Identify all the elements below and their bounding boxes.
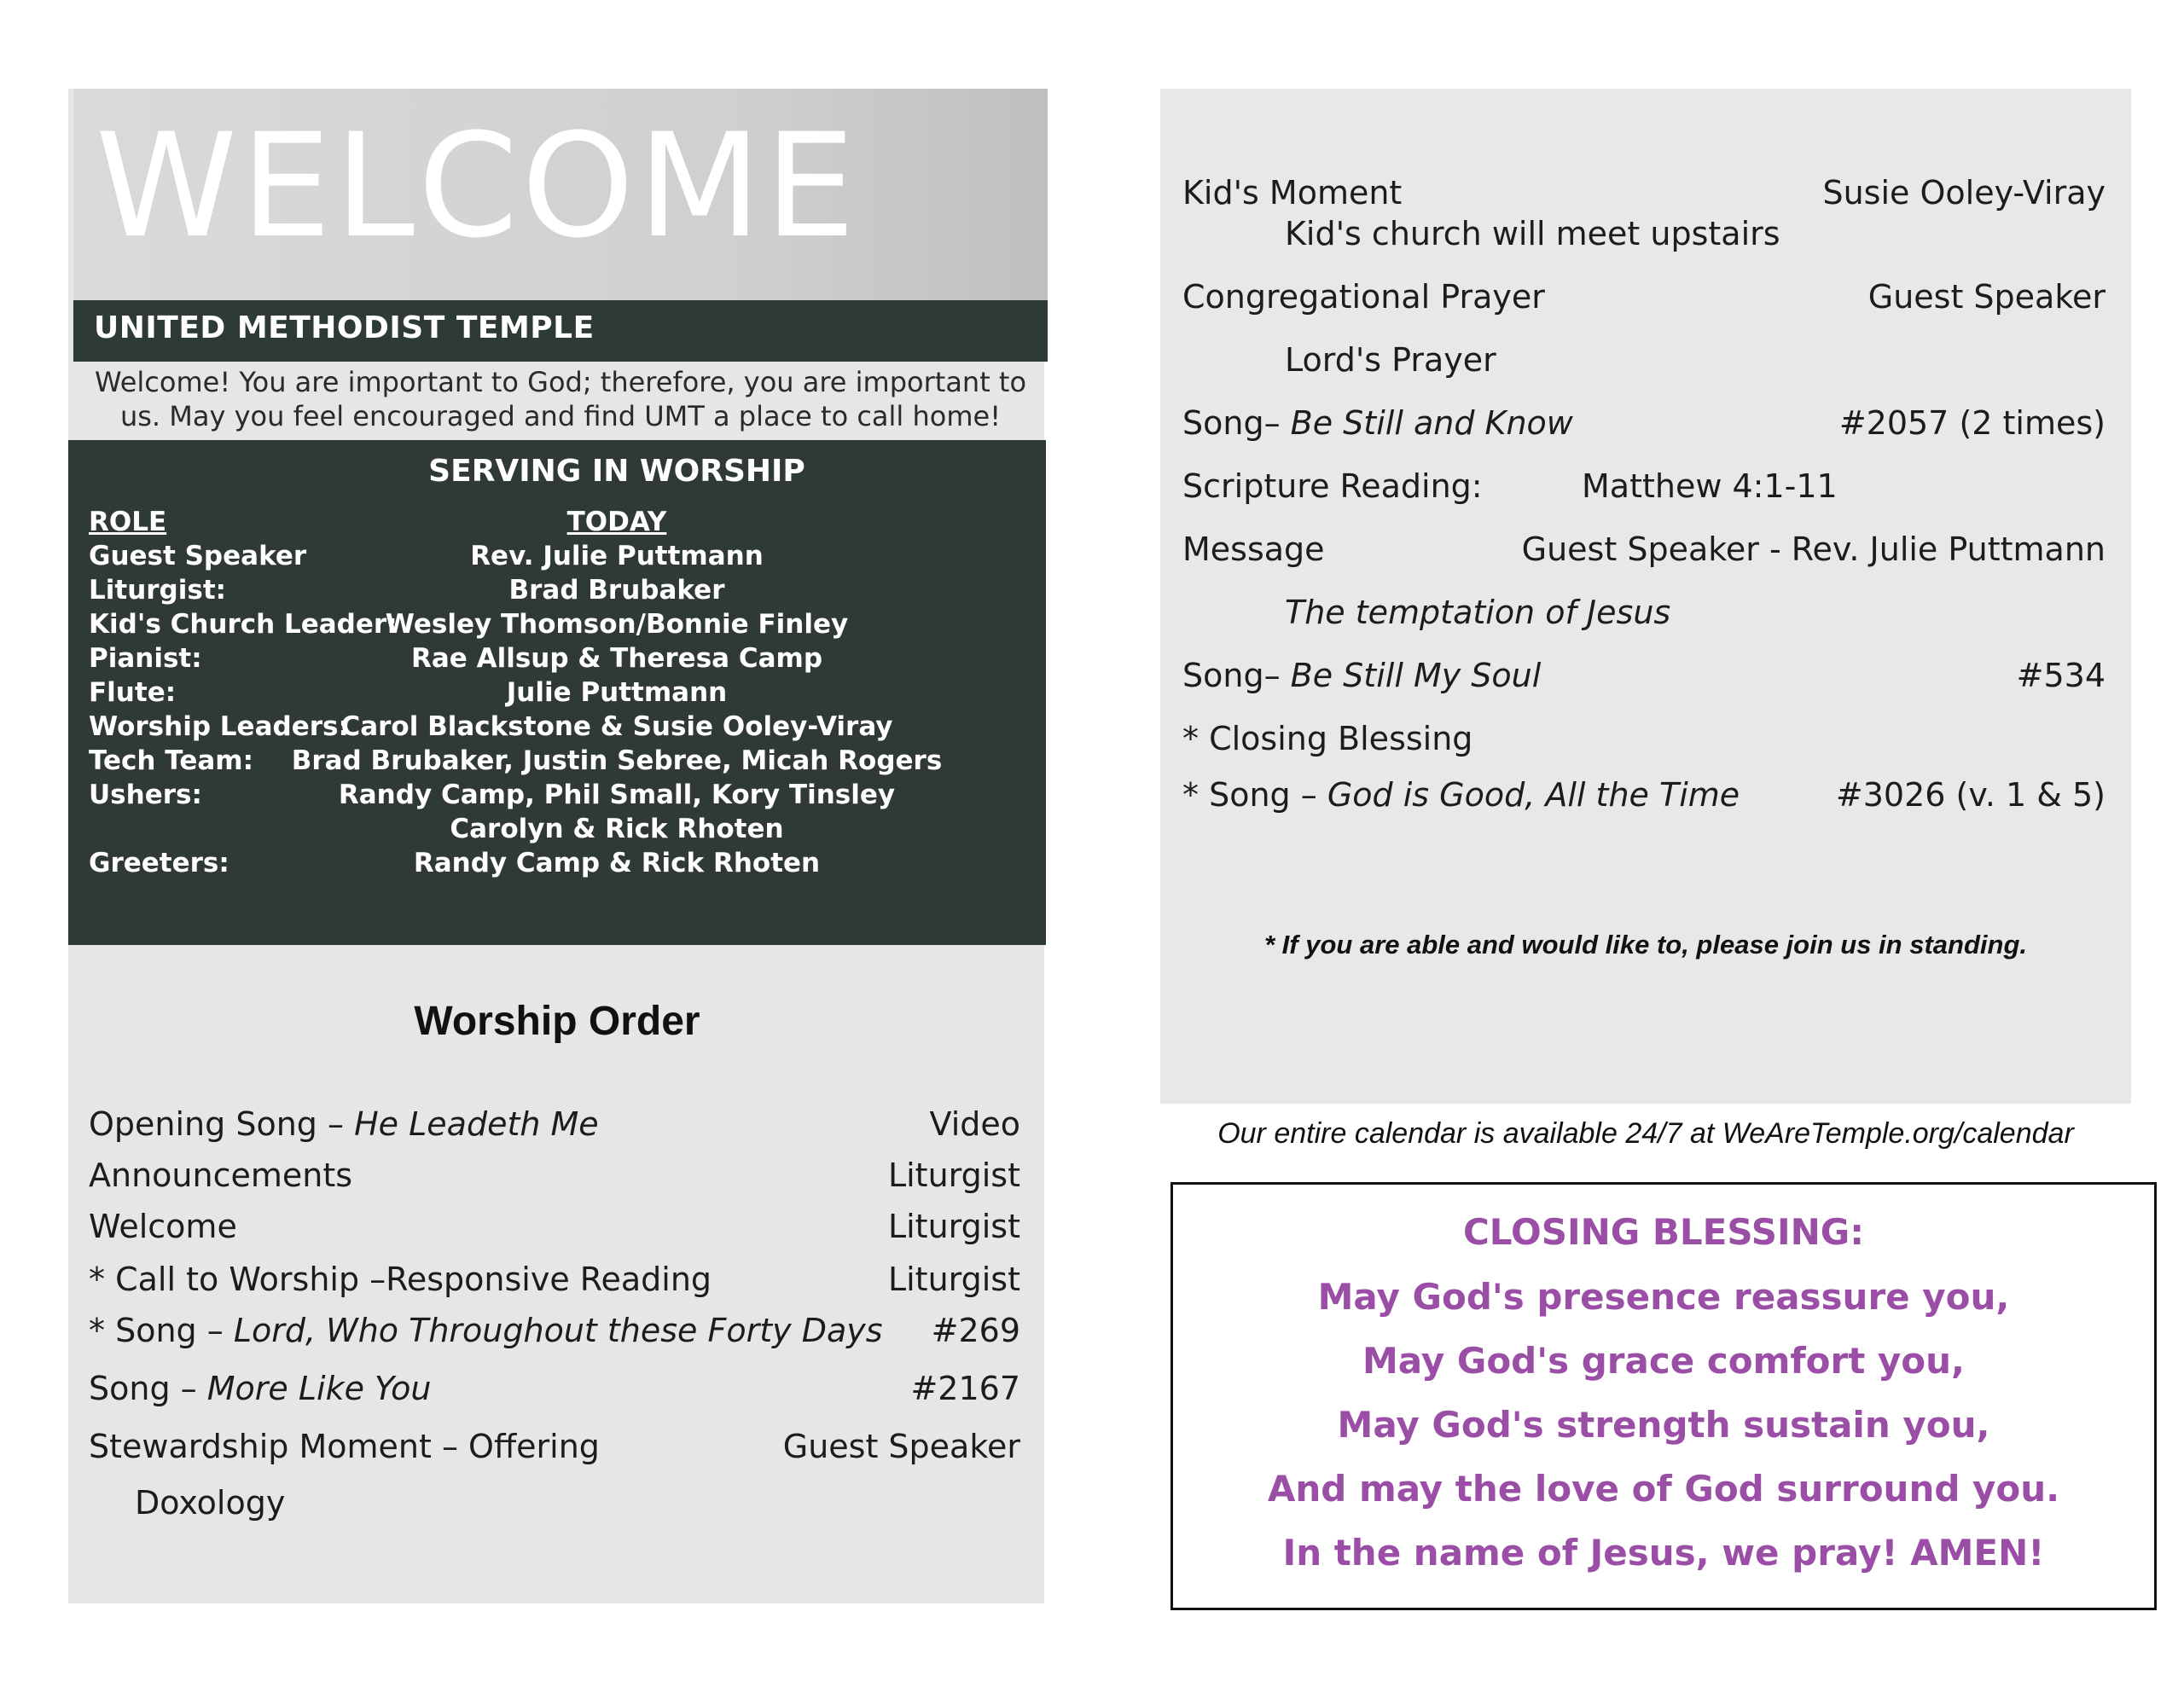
worship-order-subitem <box>1285 594 2106 631</box>
today-header: TODAY <box>566 507 667 537</box>
worship-order-item <box>1182 776 2106 814</box>
serving-person: Brad Brubaker, Justin Sebree, Micah Rogers <box>291 745 943 776</box>
serving-role: Flute: <box>89 677 177 708</box>
serving-role: Tech Team: <box>89 745 253 776</box>
welcome-heading: WELCOME <box>96 102 859 270</box>
item-label: * Call to Worship –Responsive Reading <box>89 1261 712 1298</box>
blessing-line: And may the love of God surround you. <box>1267 1468 2060 1510</box>
worship-order-item <box>89 1370 1020 1407</box>
worship-order-subitem <box>1285 341 2106 379</box>
item-leader: #3026 (v. 1 & 5) <box>1835 776 2106 814</box>
serving-person: Wesley Thomson/Bonnie Finley <box>385 609 849 640</box>
item-title: The temptation of Jesus <box>1285 594 1671 631</box>
item-leader: Liturgist <box>887 1261 1020 1298</box>
welcome-message-line: us. May you feel encouraged and find UMT a place to call home! <box>119 400 1002 432</box>
item-label: Opening Song – <box>89 1105 355 1143</box>
item-leader: Liturgist <box>887 1208 1020 1245</box>
item-title: Lord, Who Throughout these Forty Days <box>233 1312 883 1349</box>
serving-role: Ushers: <box>89 780 202 810</box>
serving-role: Liturgist: <box>89 575 227 606</box>
church-name: UNITED METHODIST TEMPLE <box>94 310 595 345</box>
worship-order-item <box>89 1312 1020 1349</box>
welcome-message <box>73 365 1048 433</box>
serving-person: Brad Brubaker <box>508 575 725 606</box>
item-label: Announcements <box>89 1157 353 1194</box>
worship-order-item <box>89 1428 1020 1465</box>
item-title: God is Good, All the Time <box>1327 776 1740 814</box>
item-label: Congregational Prayer <box>1182 278 1545 316</box>
item-label: * Closing Blessing <box>1182 720 1473 757</box>
item-leader: Susie Ooley-Viray <box>1822 174 2106 212</box>
item-label: Song – <box>89 1370 207 1407</box>
blessing-line: May God's grace comfort you, <box>1362 1340 1965 1382</box>
item-label: Lord's Prayer <box>1285 341 1496 379</box>
item-leader: Liturgist <box>887 1157 1020 1194</box>
worship-order-title: Worship Order <box>414 999 700 1044</box>
serving-role: Greeters: <box>89 848 229 878</box>
serving-role: Kid's Church Leader: <box>89 609 398 640</box>
item-label: Song– <box>1182 657 1291 694</box>
worship-order-item <box>1182 657 2106 694</box>
item-label: Kid's church will meet upstairs <box>1285 215 1780 252</box>
scripture-reference: Matthew 4:1-11 <box>1582 467 1838 505</box>
serving-person: Carolyn & Rick Rhoten <box>450 814 784 844</box>
serving-person: Rae Allsup & Theresa Camp <box>410 643 823 674</box>
item-label: Doxology <box>135 1484 286 1522</box>
item-label: Welcome <box>89 1208 237 1245</box>
worship-order-item <box>89 1105 1020 1143</box>
worship-order-item <box>1182 530 2106 568</box>
item-label: * Song – <box>89 1312 234 1349</box>
item-leader: #2167 <box>910 1370 1020 1407</box>
item-leader: Video <box>929 1105 1020 1143</box>
worship-order-item <box>89 1261 1020 1298</box>
item-title: Be Still and Know <box>1290 404 1573 442</box>
serving-role: Worship Leaders: <box>89 711 349 742</box>
blessing-line: In the name of Jesus, we pray! AMEN! <box>1282 1532 2045 1574</box>
worship-order-item <box>135 1484 1020 1522</box>
item-label: Song– <box>1182 404 1291 442</box>
worship-order-subitem <box>1285 215 2106 252</box>
role-header: ROLE <box>89 507 167 537</box>
serving-person: Rev. Julie Puttmann <box>470 541 764 571</box>
item-leader: #2057 (2 times) <box>1838 404 2106 442</box>
worship-order-item <box>1182 174 2106 212</box>
item-leader: Guest Speaker <box>782 1428 1020 1465</box>
worship-order-item <box>89 1208 1020 1245</box>
serving-person: Carol Blackstone & Susie Ooley-Viray <box>340 711 893 742</box>
closing-blessing-title: CLOSING BLESSING: <box>1462 1211 1865 1253</box>
item-title: Be Still My Soul <box>1290 657 1542 694</box>
item-label: Kid's Moment <box>1182 174 1403 212</box>
item-label: * Song – <box>1182 776 1327 814</box>
calendar-note: Our entire calendar is available 24/7 at WeAreTemple.org/calendar <box>1217 1117 2074 1150</box>
serving-role: Pianist: <box>89 643 202 674</box>
serving-title: SERVING IN WORSHIP <box>428 454 805 489</box>
item-leader: #269 <box>931 1312 1020 1349</box>
item-label: Scripture Reading: <box>1182 467 1483 505</box>
serving-person: Randy Camp & Rick Rhoten <box>413 848 821 878</box>
worship-order-item <box>1182 278 2106 316</box>
item-leader: #534 <box>2016 657 2106 694</box>
blessing-line: May God's strength sustain you, <box>1337 1404 1990 1446</box>
serving-role: Guest Speaker <box>89 541 307 571</box>
item-leader: Guest Speaker <box>1867 278 2106 316</box>
item-title: He Leadeth Me <box>354 1105 599 1143</box>
item-label: Message <box>1182 530 1325 568</box>
item-leader: Guest Speaker - Rev. Julie Puttmann <box>1521 530 2106 568</box>
worship-order-item <box>1182 467 2106 505</box>
worship-order-item <box>89 1157 1020 1194</box>
item-title: More Like You <box>206 1370 432 1407</box>
worship-order-item <box>1182 404 2106 442</box>
serving-person: Randy Camp, Phil Small, Kory Tinsley <box>338 780 896 810</box>
standing-note: * If you are able and would like to, please join us in standing. <box>1264 930 2027 959</box>
blessing-line: May God's presence reassure you, <box>1317 1276 2010 1318</box>
item-label: Stewardship Moment – Offering <box>89 1428 600 1465</box>
serving-person: Julie Puttmann <box>506 677 728 708</box>
welcome-message-line: Welcome! You are important to God; therefore, you are important to <box>94 366 1027 398</box>
worship-order-item <box>1182 720 2106 757</box>
